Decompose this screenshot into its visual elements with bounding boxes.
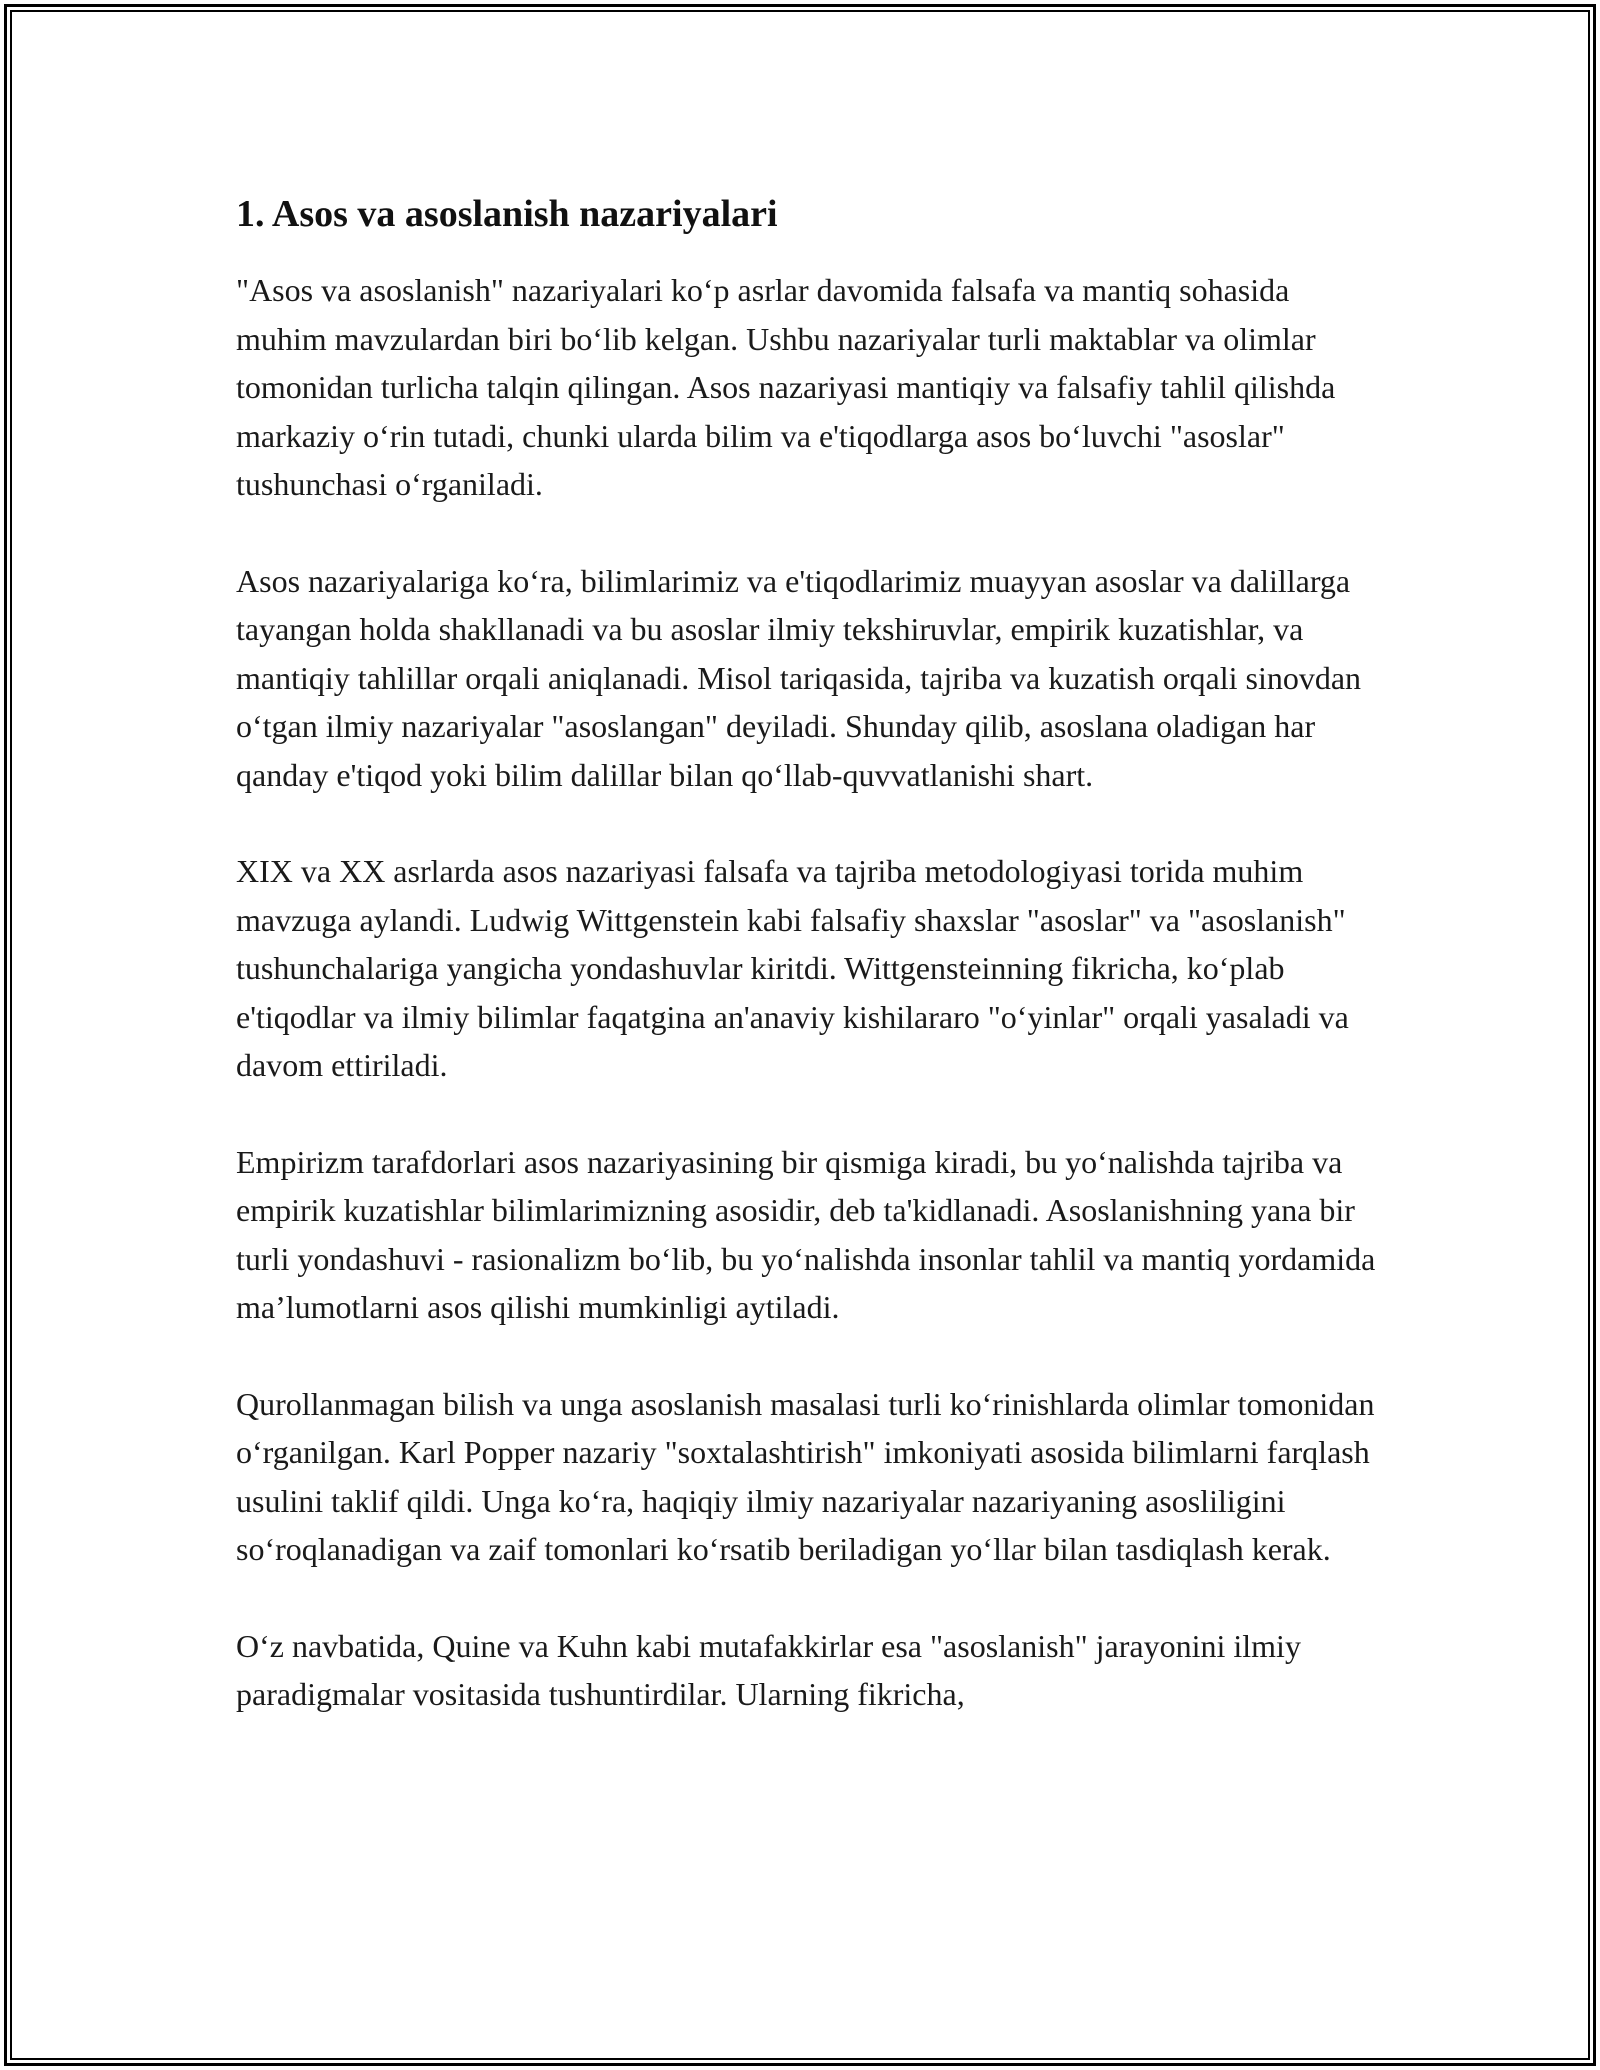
paragraph-4: Empirizm tarafdorlari asos nazariyasining bir qismiga kiradi, bu yoʻnalishda tajriba va empirik kuzatishlar bilimlarimizning asosidir, deb ta'kidlanadi. Asoslanishning yana bir turli yondashuvi - rasionalizm boʻlib, bu yoʻnalishda insonlar tahlil va mantiq yordamida ma’lumotlarni asos qilishi mumkinligi aytiladi. <box>236 1143 1376 1325</box>
paragraph-5: Qurollanmagan bilish va unga asoslanish masalasi turli koʻrinishlarda olimlar tomonidan oʻrganilgan. Karl Popper nazariy "soxtalashtirish" imkoniyati asosida bilimlarni farqlash usulini taklif qildi. Unga koʻra, haqiqiy ilmiy nazariyalar nazariyaning asosliligini soʻroqlanadigan va zaif tomonlari koʻrsatib beriladigan yoʻllar bilan tasdiqlash kerak. <box>236 1385 1375 1567</box>
paragraph-1: "Asos va asoslanish" nazariyalari koʻp asrlar davomida falsafa va mantiq sohasida muhim mavzulardan biri boʻlib kelgan. Ushbu nazariyalar turli maktablar va olimlar tomonidan turlicha talqin qilingan. Asos nazariyasi mantiqiy va falsafiy tahlil qilishda markaziy oʻrin tutadi, chunki ularda bilim va e'tiqodlarga asos boʻluvchi "asoslar" tushunchasi oʻrganiladi. <box>236 272 1336 502</box>
paragraph-3: XIX va XX asrlarda asos nazariyasi falsafa va tajriba metodologiyasi torida muhim mavzuga aylandi. Ludwig Wittgenstein kabi falsafiy shaxslar "asoslar" va "asoslanish" tushunchalariga yangicha yondashuvlar kiritdi. Wittgensteinning fikricha, koʻplab e'tiqodlar va ilmiy bilimlar faqatgina an'anaviy kishilararo "oʻyinlar" orqali yasaladi va davom ettiriladi. <box>236 853 1349 1083</box>
paragraph-2: Asos nazariyalariga koʻra, bilimlarimiz va e'tiqodlarimiz muayyan asoslar va dalillarga tayangan holda shakllanadi va bu asoslar ilmiy tekshiruvlar, empirik kuzatishlar, va mantiqiy tahlillar orqali aniqlanadi. Misol tariqasida, tajriba va kuzatish orqali sinovdan oʻtgan ilmiy nazariyalar "asoslangan" deyiladi. Shunday qilib, asoslana oladigan har qanday e'tiqod yoki bilim dalillar bilan qoʻllab-quvvatlanishi shart. <box>236 562 1362 793</box>
document-body <box>236 188 1376 1767</box>
paragraph-6: Oʻz navbatida, Quine va Kuhn kabi mutafakkirlar esa "asoslanish" jarayonini ilmiy paradigmalar vositasida tushuntirdilar. Ularning fikricha, <box>236 1627 1301 1712</box>
section-heading: 1. Asos va asoslanish nazariyalari <box>236 193 778 235</box>
